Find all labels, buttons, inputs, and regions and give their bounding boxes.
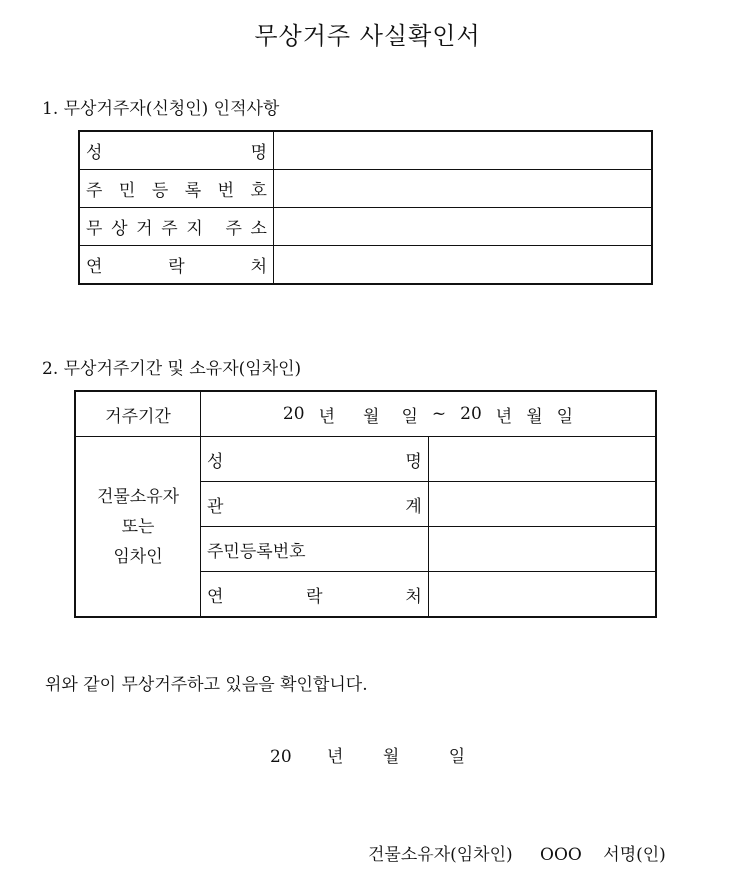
resident-number-label <box>79 170 274 208</box>
residence-address-label <box>79 208 274 246</box>
owner-contact-value-field[interactable] <box>428 572 656 618</box>
label-char: 등 <box>151 181 169 201</box>
label-char: 처 <box>405 586 422 607</box>
name-label <box>79 131 274 170</box>
signature-name: OOO <box>540 845 582 865</box>
resident-number-value-field[interactable] <box>274 170 653 208</box>
date-part: 20 <box>270 747 292 767</box>
table-row <box>75 391 656 437</box>
owner-label-line: 건물소유자 <box>96 486 180 507</box>
table-row <box>75 437 656 482</box>
signature-role: 건물소유자(임차인) <box>368 845 513 865</box>
signature-sign: 서명(인) <box>603 845 666 865</box>
label-char: 주 <box>161 219 178 239</box>
signature-line <box>368 840 666 865</box>
date-part: 년 <box>327 747 344 767</box>
residence-address-value-field[interactable] <box>274 208 653 246</box>
name-value-field[interactable] <box>274 131 653 170</box>
relation-value-field[interactable] <box>428 482 656 527</box>
label-char: 명 <box>405 451 422 472</box>
owner-name-label <box>201 437 429 482</box>
label-char: 관 <box>207 496 224 517</box>
table-row <box>79 246 652 285</box>
period-part: ~ <box>431 404 447 424</box>
label-char: 계 <box>405 496 422 517</box>
label-char: 성 <box>86 143 103 163</box>
period-part: 년 <box>495 406 513 427</box>
section1-heading: 1. 무상거주자(신청인) 인적사항 <box>42 99 280 119</box>
table-row <box>79 131 652 170</box>
contact-label <box>79 246 274 285</box>
period-part: 일 <box>556 406 574 427</box>
owner-label-line: 임차인 <box>113 546 163 567</box>
label-char: 거 <box>136 219 153 239</box>
label-text: 주민등록번호 <box>207 541 306 562</box>
owner-label <box>75 437 201 618</box>
period-value[interactable] <box>201 391 657 437</box>
period-label: 거주기간 <box>75 391 201 437</box>
owner-resident-number-label <box>201 527 429 572</box>
label-char: 연 <box>207 586 224 607</box>
label-char: 락 <box>168 257 185 277</box>
period-owner-table <box>74 390 657 618</box>
owner-label-line: 또는 <box>121 516 155 537</box>
date-line <box>270 742 465 767</box>
label-char: 연 <box>86 257 103 277</box>
period-part: 년 <box>318 406 335 427</box>
relation-label <box>201 482 429 527</box>
owner-resident-number-value-field[interactable] <box>428 527 656 572</box>
label-char: 주 <box>225 219 242 239</box>
label-char: 록 <box>184 181 202 201</box>
label-gap <box>211 217 216 237</box>
label-char: 상 <box>111 219 128 239</box>
label-char: 소 <box>250 219 267 239</box>
label-char: 지 <box>186 219 203 239</box>
label-char: 주 <box>86 181 103 201</box>
owner-contact-label <box>201 572 429 618</box>
label-char: 처 <box>250 257 267 277</box>
period-part: 일 <box>401 406 418 427</box>
label-char: 명 <box>250 143 267 163</box>
label-char: 락 <box>306 586 323 607</box>
table-row <box>79 170 652 208</box>
date-part: 일 <box>448 747 466 767</box>
period-part: 20 <box>282 404 305 424</box>
period-part: 월 <box>526 406 543 427</box>
confirmation-statement: 위와 같이 무상거주하고 있음을 확인합니다. <box>45 675 368 695</box>
contact-value-field[interactable] <box>274 246 653 285</box>
label-char: 성 <box>207 451 224 472</box>
label-char: 무 <box>86 219 103 239</box>
applicant-info-table <box>78 130 653 285</box>
section2-heading: 2. 무상거주기간 및 소유자(임차인) <box>42 359 302 379</box>
table-row <box>79 208 652 246</box>
date-part: 월 <box>382 747 400 767</box>
label-char: 호 <box>250 181 267 201</box>
owner-name-value-field[interactable] <box>428 437 656 482</box>
period-part: 월 <box>363 406 380 427</box>
period-part: 20 <box>460 404 482 424</box>
label-char: 번 <box>217 181 235 201</box>
document-title: 무상거주 사실확인서 <box>254 22 481 50</box>
label-char: 민 <box>118 181 136 201</box>
